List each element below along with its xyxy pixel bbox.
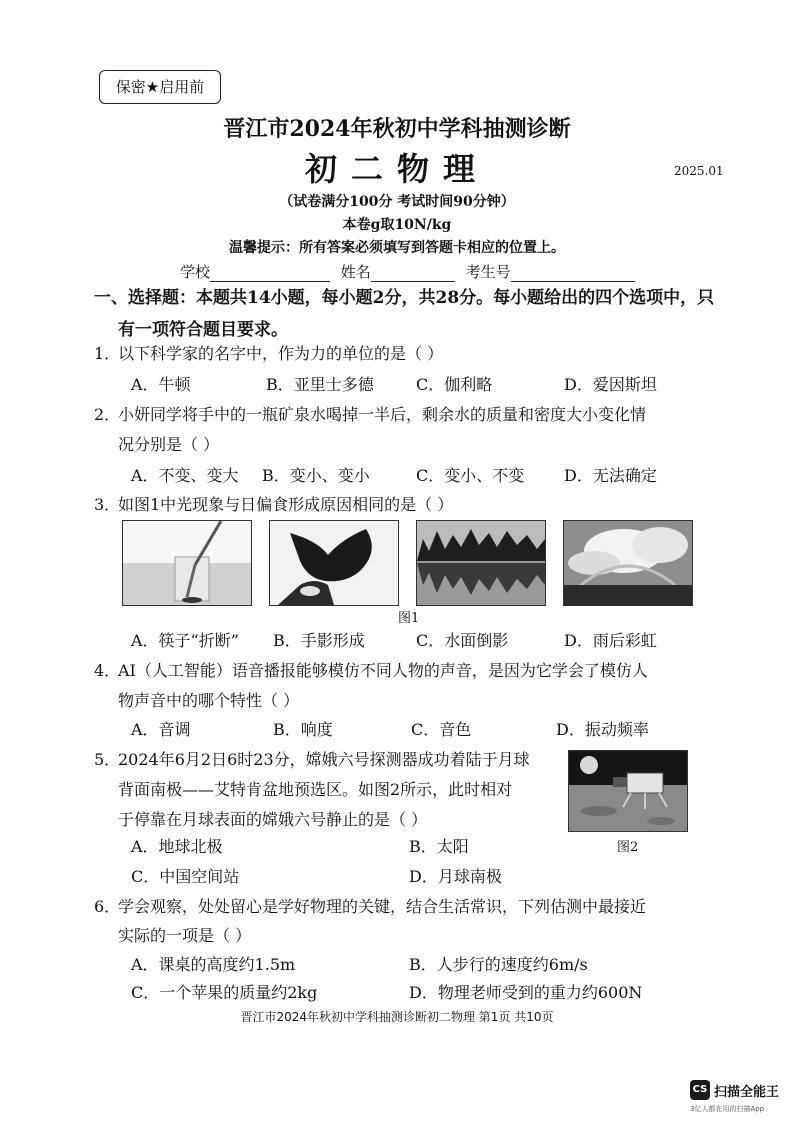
- hand-shadow-icon: [270, 521, 398, 605]
- field-name-blank[interactable]: [371, 267, 455, 282]
- question-4-line2: 物声音中的哪个特性（ ）: [118, 691, 300, 710]
- gravity-note: 本卷g取10N/kg: [342, 217, 452, 233]
- option-b[interactable]: B．亚里士多德: [266, 375, 374, 394]
- warm-tip: 温馨提示：所有答案必须填写到答题卡相应的位置上。: [229, 240, 565, 256]
- lunar-lander-icon: [569, 751, 687, 831]
- option-b[interactable]: B．人步行的速度约6m/s: [409, 955, 588, 974]
- question-6-options-row1: [131, 952, 731, 980]
- change6-lander-image: [568, 750, 688, 832]
- page-footer: 晋江市2024年秋初中学科抽测诊断初二物理 第1页 共10页: [240, 1010, 554, 1024]
- option-a[interactable]: A．牛顿: [131, 375, 191, 394]
- field-id-blank[interactable]: [511, 267, 635, 282]
- question-number: 5．: [94, 750, 121, 769]
- question-6: [94, 891, 734, 922]
- question-number: 3．: [94, 495, 121, 514]
- option-a[interactable]: A．不变、变大: [131, 466, 239, 485]
- question-3-options: [131, 628, 731, 656]
- watermark-tagline: 3亿人都在用的扫描App: [690, 1105, 765, 1113]
- question-4-options: [131, 717, 731, 745]
- question-5-line3: 于停靠在月球表面的嫦娥六号静止的是（ ）: [118, 810, 428, 829]
- option-b[interactable]: B．响度: [273, 720, 333, 739]
- section-heading: [94, 282, 734, 346]
- option-d[interactable]: D．无法确定: [564, 466, 657, 485]
- student-fields: [180, 261, 635, 282]
- question-6-line2: 实际的一项是（ ）: [118, 926, 252, 945]
- watermark-name: 扫描全能王: [714, 1085, 780, 1100]
- question-5-options-row1: [131, 834, 731, 862]
- option-b[interactable]: B．手影形成: [273, 631, 365, 650]
- option-d[interactable]: D．物理老师受到的重力约600N: [409, 983, 643, 1002]
- field-id-label: 考生号: [465, 263, 511, 281]
- question-1-options: [131, 372, 731, 400]
- rainbow-image: [563, 520, 693, 606]
- question-text: 如图1中光现象与日偏食形成原因相同的是（ ）: [118, 495, 454, 514]
- option-a[interactable]: A．地球北极: [131, 837, 223, 856]
- exam-info: （试卷满分100分 考试时间90分钟）: [279, 194, 515, 210]
- option-d[interactable]: D．爱因斯坦: [564, 375, 657, 394]
- option-b[interactable]: B．变小、变小: [262, 466, 370, 485]
- section-heading-line2: 有一项符合题目要求。: [118, 320, 288, 340]
- question-2: [94, 399, 734, 430]
- question-text: 学会观察，处处留心是学好物理的关键，结合生活常识，下列估测中最接近: [118, 897, 647, 916]
- exam-subject: 初二物理: [304, 150, 489, 188]
- reflection-icon: [417, 521, 545, 605]
- question-text: 2024年6月2日6时23分，嫦娥六号探测器成功着陆于月球: [118, 750, 530, 769]
- figure-1-caption: 图1: [398, 611, 420, 626]
- question-text: AI（人工智能）语音播报能够模仿不同人物的声音，是因为它学会了模仿人: [118, 661, 648, 680]
- question-number: 1．: [94, 344, 121, 363]
- option-a[interactable]: A．音调: [131, 720, 191, 739]
- option-c[interactable]: C．中国空间站: [131, 867, 240, 886]
- option-a[interactable]: A．筷子“折断”: [131, 631, 239, 650]
- question-2-line2: 况分别是（ ）: [118, 435, 220, 454]
- field-name-label: 姓名: [340, 263, 371, 281]
- question-number: 2．: [94, 405, 121, 424]
- option-d[interactable]: D．雨后彩虹: [564, 631, 657, 650]
- question-6-options-row2: [131, 980, 731, 1008]
- option-c[interactable]: C．变小、不变: [416, 466, 525, 485]
- option-d[interactable]: D．振动频率: [556, 720, 649, 739]
- question-text: 以下科学家的名字中，作为力的单位的是（ ）: [118, 344, 444, 363]
- question-5-line2: 背面南极——艾特肯盆地预选区。如图2所示，此时相对: [118, 780, 513, 799]
- option-c[interactable]: C．一个苹果的质量约2kg: [131, 983, 318, 1002]
- section-heading-line1: 一、选择题：本题共14小题，每小题2分，共28分。每小题给出的四个选项中，只: [94, 288, 715, 308]
- option-d[interactable]: D．月球南极: [409, 867, 502, 886]
- camscanner-logo-icon: CS: [690, 1080, 710, 1100]
- chopsticks-in-water-image: [122, 520, 252, 606]
- question-3: [94, 489, 734, 520]
- option-c[interactable]: C．伽利略: [416, 375, 493, 394]
- rainbow-icon: [564, 521, 692, 605]
- option-c[interactable]: C．水面倒影: [416, 631, 509, 650]
- question-2-options: [131, 463, 731, 491]
- field-school-label: 学校: [180, 263, 211, 281]
- water-reflection-image: [416, 520, 546, 606]
- exam-date: 2025.01: [674, 164, 724, 178]
- confidential-stamp: 保密★启用前: [99, 70, 221, 104]
- question-number: 4．: [94, 661, 121, 680]
- option-c[interactable]: C．音色: [411, 720, 472, 739]
- chopsticks-icon: [123, 521, 251, 605]
- hand-shadow-image: [269, 520, 399, 606]
- field-school-blank[interactable]: [210, 267, 330, 282]
- option-b[interactable]: B．太阳: [409, 837, 469, 856]
- question-number: 6．: [94, 897, 121, 916]
- question-5-options-row2: [131, 864, 731, 892]
- option-a[interactable]: A．课桌的高度约1.5m: [131, 955, 296, 974]
- question-text: 小妍同学将手中的一瓶矿泉水喝掉一半后，剩余水的质量和密度大小变化情: [118, 405, 647, 424]
- exam-title: 晋江市2024年秋初中学科抽测诊断: [223, 116, 571, 142]
- figure-2-caption: 图2: [617, 840, 639, 855]
- question-1: [94, 338, 734, 369]
- question-4: [94, 655, 734, 686]
